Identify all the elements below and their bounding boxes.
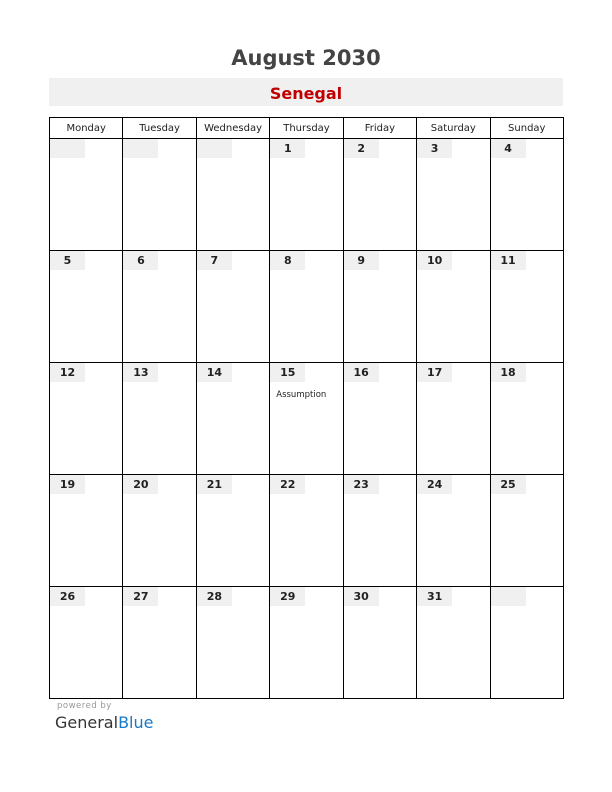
day-number: 2 xyxy=(344,139,379,158)
day-number: 9 xyxy=(344,251,379,270)
day-cell xyxy=(343,139,416,251)
day-cell xyxy=(270,363,343,475)
brand-logo[interactable] xyxy=(55,713,153,732)
day-cell xyxy=(270,587,343,699)
week-row xyxy=(50,475,564,587)
day-cell xyxy=(343,587,416,699)
page-title: August 2030 xyxy=(231,46,381,70)
day-number: 8 xyxy=(270,251,305,270)
day-number: 13 xyxy=(123,363,158,382)
weekday-header: Monday xyxy=(50,118,123,139)
day-number: 25 xyxy=(491,475,526,494)
week-row xyxy=(50,251,564,363)
week-row xyxy=(50,363,564,475)
day-number: 7 xyxy=(197,251,232,270)
day-cell xyxy=(490,587,563,699)
week-row xyxy=(50,139,564,251)
day-number: 5 xyxy=(50,251,85,270)
day-number: 22 xyxy=(270,475,305,494)
day-cell xyxy=(490,139,563,251)
day-cell xyxy=(123,587,196,699)
day-cell xyxy=(196,587,269,699)
day-cell xyxy=(196,251,269,363)
day-cell xyxy=(270,475,343,587)
day-cell xyxy=(417,251,490,363)
day-cell xyxy=(343,475,416,587)
day-number: 16 xyxy=(344,363,379,382)
day-number xyxy=(197,139,232,158)
day-cell xyxy=(490,475,563,587)
day-number: 20 xyxy=(123,475,158,494)
day-number xyxy=(123,139,158,158)
day-number: 23 xyxy=(344,475,379,494)
day-cell xyxy=(270,251,343,363)
day-cell xyxy=(196,363,269,475)
day-number: 1 xyxy=(270,139,305,158)
day-cell xyxy=(270,139,343,251)
day-number: 17 xyxy=(417,363,452,382)
day-number: 27 xyxy=(123,587,158,606)
day-number: 12 xyxy=(50,363,85,382)
day-cell xyxy=(123,363,196,475)
day-number: 24 xyxy=(417,475,452,494)
country-name: Senegal xyxy=(269,84,343,103)
weekday-header: Tuesday xyxy=(123,118,196,139)
day-cell xyxy=(417,363,490,475)
day-number: 10 xyxy=(417,251,452,270)
day-cell xyxy=(123,139,196,251)
brand-logo-blue: Blue xyxy=(118,713,154,732)
day-cell xyxy=(417,475,490,587)
day-number: 26 xyxy=(50,587,85,606)
day-number: 6 xyxy=(123,251,158,270)
day-cell xyxy=(417,139,490,251)
day-cell xyxy=(50,587,123,699)
day-cell xyxy=(343,251,416,363)
weekday-header: Thursday xyxy=(270,118,343,139)
holiday-label: Assumption xyxy=(276,390,327,400)
weekday-header: Saturday xyxy=(417,118,490,139)
day-number: 28 xyxy=(197,587,232,606)
day-number: 21 xyxy=(197,475,232,494)
day-cell xyxy=(343,363,416,475)
day-number: 14 xyxy=(197,363,232,382)
day-cell xyxy=(50,251,123,363)
day-cell xyxy=(196,475,269,587)
day-number: 18 xyxy=(491,363,526,382)
day-cell xyxy=(123,251,196,363)
day-cell xyxy=(490,251,563,363)
day-number: 31 xyxy=(417,587,452,606)
weekday-header-row xyxy=(50,118,564,139)
weekday-header: Wednesday xyxy=(196,118,269,139)
weekday-header: Friday xyxy=(343,118,416,139)
powered-by-label: powered by xyxy=(57,701,112,711)
day-number: 30 xyxy=(344,587,379,606)
brand-logo-general: General xyxy=(55,713,119,732)
day-number xyxy=(50,139,85,158)
day-number: 19 xyxy=(50,475,85,494)
day-number: 11 xyxy=(491,251,526,270)
day-cell xyxy=(50,475,123,587)
week-row xyxy=(50,587,564,699)
day-number: 3 xyxy=(417,139,452,158)
day-cell xyxy=(50,139,123,251)
day-number: 15 xyxy=(270,363,305,382)
calendar-grid xyxy=(49,117,564,699)
day-number: 29 xyxy=(270,587,305,606)
day-cell xyxy=(196,139,269,251)
day-cell xyxy=(417,587,490,699)
day-number: 4 xyxy=(491,139,526,158)
day-cell xyxy=(50,363,123,475)
day-cell xyxy=(123,475,196,587)
day-number xyxy=(491,587,526,606)
weekday-header: Sunday xyxy=(490,118,563,139)
day-cell xyxy=(490,363,563,475)
